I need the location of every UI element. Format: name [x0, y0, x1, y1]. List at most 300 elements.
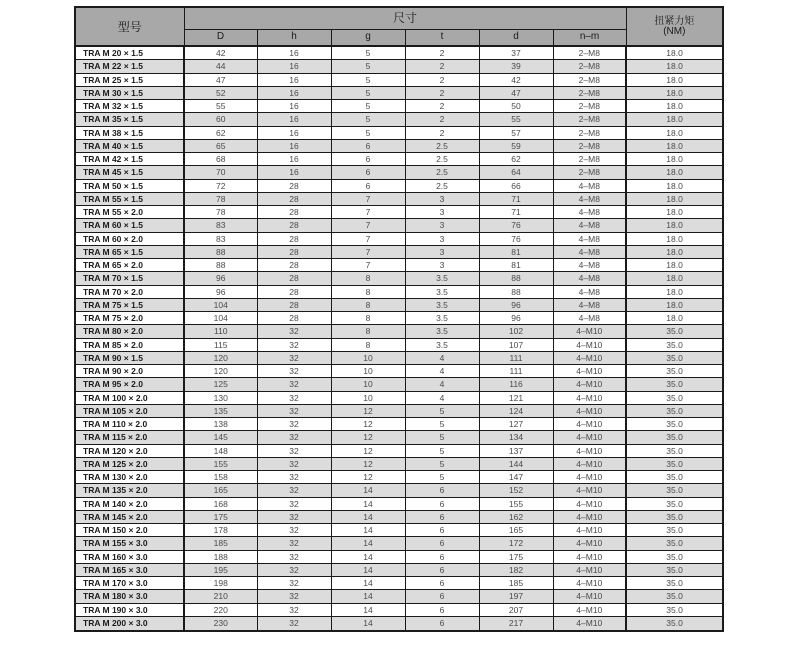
value-cell: 32 [257, 444, 331, 457]
value-cell: 32 [257, 351, 331, 364]
value-cell: 55 [479, 113, 553, 126]
value-cell: 188 [184, 550, 257, 563]
value-cell: 5 [331, 100, 405, 113]
value-cell: 4–M10 [553, 471, 626, 484]
table-row [75, 550, 723, 563]
model-cell: TRA M 155 × 3.0 [75, 537, 184, 550]
value-cell: 47 [184, 73, 257, 86]
torque-value-cell: 35.0 [626, 378, 723, 391]
value-cell: 44 [184, 60, 257, 73]
model-cell: TRA M 35 × 1.5 [75, 113, 184, 126]
value-cell: 148 [184, 444, 257, 457]
model-cell: TRA M 75 × 1.5 [75, 298, 184, 311]
value-cell: 32 [257, 550, 331, 563]
model-cell: TRA M 65 × 2.0 [75, 259, 184, 272]
model-cell: TRA M 55 × 2.0 [75, 206, 184, 219]
value-cell: 4–M10 [553, 603, 626, 616]
value-cell: 28 [257, 245, 331, 258]
value-cell: 6 [405, 577, 479, 590]
table-row [75, 298, 723, 311]
model-cell: TRA M 60 × 2.0 [75, 232, 184, 245]
table-row [75, 179, 723, 192]
value-cell: 4–M10 [553, 484, 626, 497]
value-cell: 96 [479, 312, 553, 325]
value-cell: 3 [405, 259, 479, 272]
table-row [75, 259, 723, 272]
value-cell: 16 [257, 113, 331, 126]
table-row [75, 100, 723, 113]
table-row [75, 206, 723, 219]
value-cell: 4–M8 [553, 206, 626, 219]
value-cell: 4–M10 [553, 616, 626, 631]
value-cell: 4–M10 [553, 550, 626, 563]
torque-value-cell: 35.0 [626, 444, 723, 457]
value-cell: 5 [405, 444, 479, 457]
value-cell: 6 [405, 484, 479, 497]
torque-value-cell: 35.0 [626, 391, 723, 404]
value-cell: 4–M8 [553, 179, 626, 192]
value-cell: 16 [257, 73, 331, 86]
torque-value-cell: 35.0 [626, 524, 723, 537]
table-row [75, 113, 723, 126]
value-cell: 155 [184, 457, 257, 470]
model-cell: TRA M 70 × 1.5 [75, 272, 184, 285]
value-cell: 3.5 [405, 325, 479, 338]
value-cell: 4–M10 [553, 418, 626, 431]
value-cell: 59 [479, 139, 553, 152]
table-row [75, 471, 723, 484]
value-cell: 10 [331, 351, 405, 364]
torque-value-cell: 35.0 [626, 537, 723, 550]
value-cell: 147 [479, 471, 553, 484]
torque-column-header [626, 7, 723, 46]
value-cell: 4–M10 [553, 444, 626, 457]
value-cell: 3.5 [405, 285, 479, 298]
value-cell: 4–M10 [553, 325, 626, 338]
value-cell: 2.5 [405, 153, 479, 166]
torque-value-cell: 18.0 [626, 139, 723, 152]
table-row [75, 616, 723, 631]
model-cell: TRA M 125 × 2.0 [75, 457, 184, 470]
value-cell: 4–M8 [553, 298, 626, 311]
value-cell: 3 [405, 206, 479, 219]
value-cell: 4–M10 [553, 577, 626, 590]
value-cell: 7 [331, 259, 405, 272]
value-cell: 71 [479, 206, 553, 219]
value-cell: 4 [405, 391, 479, 404]
value-cell: 39 [479, 60, 553, 73]
torque-value-cell: 18.0 [626, 206, 723, 219]
value-cell: 102 [479, 325, 553, 338]
value-cell: 14 [331, 577, 405, 590]
value-cell: 2–M8 [553, 126, 626, 139]
table-row [75, 312, 723, 325]
value-cell: 96 [479, 298, 553, 311]
model-cell: TRA M 120 × 2.0 [75, 444, 184, 457]
torque-value-cell: 18.0 [626, 73, 723, 86]
table-row [75, 590, 723, 603]
torque-value-cell: 35.0 [626, 365, 723, 378]
torque-value-cell: 18.0 [626, 113, 723, 126]
value-cell: 83 [184, 232, 257, 245]
value-cell: 120 [184, 351, 257, 364]
sub-header-n-m: n–m [553, 29, 626, 46]
value-cell: 2 [405, 60, 479, 73]
value-cell: 14 [331, 550, 405, 563]
value-cell: 28 [257, 259, 331, 272]
value-cell: 8 [331, 298, 405, 311]
value-cell: 2–M8 [553, 113, 626, 126]
model-cell: TRA M 95 × 2.0 [75, 378, 184, 391]
value-cell: 2–M8 [553, 153, 626, 166]
value-cell: 6 [405, 590, 479, 603]
value-cell: 7 [331, 192, 405, 205]
value-cell: 12 [331, 471, 405, 484]
table-row [75, 524, 723, 537]
value-cell: 5 [331, 46, 405, 60]
model-cell: TRA M 75 × 2.0 [75, 312, 184, 325]
value-cell: 88 [479, 272, 553, 285]
torque-value-cell: 18.0 [626, 192, 723, 205]
value-cell: 198 [184, 577, 257, 590]
value-cell: 4–M8 [553, 272, 626, 285]
torque-value-cell: 35.0 [626, 590, 723, 603]
torque-value-cell: 35.0 [626, 351, 723, 364]
torque-value-cell: 35.0 [626, 404, 723, 417]
value-cell: 32 [257, 577, 331, 590]
value-cell: 14 [331, 563, 405, 576]
sub-header-g: g [331, 29, 405, 46]
value-cell: 68 [184, 153, 257, 166]
value-cell: 3.5 [405, 312, 479, 325]
value-cell: 5 [331, 60, 405, 73]
value-cell: 2–M8 [553, 166, 626, 179]
torque-value-cell: 18.0 [626, 60, 723, 73]
value-cell: 135 [184, 404, 257, 417]
value-cell: 4–M8 [553, 285, 626, 298]
value-cell: 8 [331, 272, 405, 285]
model-cell: TRA M 60 × 1.5 [75, 219, 184, 232]
value-cell: 5 [331, 73, 405, 86]
value-cell: 28 [257, 312, 331, 325]
value-cell: 78 [184, 192, 257, 205]
model-cell: TRA M 160 × 3.0 [75, 550, 184, 563]
value-cell: 220 [184, 603, 257, 616]
value-cell: 28 [257, 298, 331, 311]
value-cell: 28 [257, 192, 331, 205]
value-cell: 3 [405, 192, 479, 205]
value-cell: 127 [479, 418, 553, 431]
value-cell: 72 [184, 179, 257, 192]
model-cell: TRA M 85 × 2.0 [75, 338, 184, 351]
value-cell: 197 [479, 590, 553, 603]
model-cell: TRA M 200 × 3.0 [75, 616, 184, 631]
table-row [75, 245, 723, 258]
value-cell: 165 [184, 484, 257, 497]
value-cell: 7 [331, 232, 405, 245]
value-cell: 28 [257, 285, 331, 298]
table-row [75, 457, 723, 470]
torque-value-cell: 35.0 [626, 457, 723, 470]
model-cell: TRA M 90 × 1.5 [75, 351, 184, 364]
value-cell: 2–M8 [553, 139, 626, 152]
value-cell: 55 [184, 100, 257, 113]
model-cell: TRA M 170 × 3.0 [75, 577, 184, 590]
value-cell: 60 [184, 113, 257, 126]
value-cell: 4–M8 [553, 312, 626, 325]
torque-value-cell: 18.0 [626, 46, 723, 60]
value-cell: 168 [184, 497, 257, 510]
value-cell: 32 [257, 524, 331, 537]
model-cell: TRA M 145 × 2.0 [75, 510, 184, 523]
value-cell: 6 [405, 510, 479, 523]
value-cell: 42 [479, 73, 553, 86]
torque-value-cell: 18.0 [626, 100, 723, 113]
table-header [75, 7, 723, 46]
value-cell: 32 [257, 431, 331, 444]
table-row [75, 60, 723, 73]
torque-value-cell: 18.0 [626, 166, 723, 179]
value-cell: 37 [479, 46, 553, 60]
value-cell: 28 [257, 179, 331, 192]
spec-table [74, 6, 724, 632]
value-cell: 32 [257, 616, 331, 631]
value-cell: 32 [257, 590, 331, 603]
model-cell: TRA M 55 × 1.5 [75, 192, 184, 205]
value-cell: 52 [184, 86, 257, 99]
value-cell: 12 [331, 457, 405, 470]
value-cell: 16 [257, 153, 331, 166]
header-row-1 [75, 7, 723, 29]
value-cell: 32 [257, 484, 331, 497]
value-cell: 3 [405, 232, 479, 245]
value-cell: 7 [331, 219, 405, 232]
model-cell: TRA M 90 × 2.0 [75, 365, 184, 378]
value-cell: 185 [479, 577, 553, 590]
value-cell: 3.5 [405, 338, 479, 351]
value-cell: 32 [257, 378, 331, 391]
value-cell: 96 [184, 272, 257, 285]
value-cell: 4–M8 [553, 192, 626, 205]
model-cell: TRA M 30 × 1.5 [75, 86, 184, 99]
value-cell: 14 [331, 537, 405, 550]
model-cell: TRA M 22 × 1.5 [75, 60, 184, 73]
value-cell: 6 [331, 179, 405, 192]
value-cell: 32 [257, 418, 331, 431]
value-cell: 6 [331, 139, 405, 152]
value-cell: 4 [405, 351, 479, 364]
table-row [75, 272, 723, 285]
table-row [75, 391, 723, 404]
model-cell: TRA M 150 × 2.0 [75, 524, 184, 537]
value-cell: 7 [331, 206, 405, 219]
value-cell: 8 [331, 325, 405, 338]
table-row [75, 510, 723, 523]
value-cell: 28 [257, 232, 331, 245]
torque-value-cell: 35.0 [626, 563, 723, 576]
model-cell: TRA M 100 × 2.0 [75, 391, 184, 404]
value-cell: 3.5 [405, 272, 479, 285]
value-cell: 10 [331, 378, 405, 391]
value-cell: 14 [331, 603, 405, 616]
table-row [75, 338, 723, 351]
torque-value-cell: 18.0 [626, 245, 723, 258]
value-cell: 32 [257, 325, 331, 338]
value-cell: 2 [405, 113, 479, 126]
value-cell: 12 [331, 404, 405, 417]
model-cell: TRA M 70 × 2.0 [75, 285, 184, 298]
torque-value-cell: 18.0 [626, 232, 723, 245]
torque-value-cell: 35.0 [626, 484, 723, 497]
value-cell: 5 [405, 404, 479, 417]
torque-value-cell: 35.0 [626, 497, 723, 510]
value-cell: 155 [479, 497, 553, 510]
value-cell: 2.5 [405, 179, 479, 192]
table-row [75, 73, 723, 86]
value-cell: 14 [331, 616, 405, 631]
torque-value-cell: 18.0 [626, 153, 723, 166]
value-cell: 130 [184, 391, 257, 404]
value-cell: 8 [331, 312, 405, 325]
table-row [75, 325, 723, 338]
table-row [75, 418, 723, 431]
value-cell: 5 [331, 126, 405, 139]
value-cell: 120 [184, 365, 257, 378]
value-cell: 5 [405, 471, 479, 484]
value-cell: 4–M10 [553, 524, 626, 537]
value-cell: 4–M8 [553, 259, 626, 272]
value-cell: 4–M10 [553, 590, 626, 603]
value-cell: 16 [257, 60, 331, 73]
model-cell: TRA M 130 × 2.0 [75, 471, 184, 484]
table-row [75, 563, 723, 576]
torque-value-cell: 18.0 [626, 285, 723, 298]
table-row [75, 285, 723, 298]
value-cell: 2–M8 [553, 86, 626, 99]
model-cell: TRA M 140 × 2.0 [75, 497, 184, 510]
value-cell: 4–M8 [553, 245, 626, 258]
value-cell: 4–M10 [553, 457, 626, 470]
value-cell: 14 [331, 510, 405, 523]
table-row [75, 603, 723, 616]
value-cell: 2–M8 [553, 73, 626, 86]
value-cell: 32 [257, 510, 331, 523]
model-cell: TRA M 135 × 2.0 [75, 484, 184, 497]
value-cell: 32 [257, 404, 331, 417]
table-row [75, 232, 723, 245]
model-cell: TRA M 38 × 1.5 [75, 126, 184, 139]
value-cell: 4–M10 [553, 510, 626, 523]
value-cell: 5 [405, 457, 479, 470]
value-cell: 2 [405, 73, 479, 86]
value-cell: 83 [184, 219, 257, 232]
table-row [75, 537, 723, 550]
torque-value-cell: 35.0 [626, 471, 723, 484]
value-cell: 5 [331, 113, 405, 126]
value-cell: 57 [479, 126, 553, 139]
value-cell: 10 [331, 365, 405, 378]
value-cell: 4–M8 [553, 232, 626, 245]
model-cell: TRA M 105 × 2.0 [75, 404, 184, 417]
value-cell: 137 [479, 444, 553, 457]
value-cell: 16 [257, 166, 331, 179]
value-cell: 50 [479, 100, 553, 113]
value-cell: 81 [479, 259, 553, 272]
value-cell: 5 [331, 86, 405, 99]
value-cell: 6 [405, 603, 479, 616]
model-cell: TRA M 32 × 1.5 [75, 100, 184, 113]
value-cell: 165 [479, 524, 553, 537]
value-cell: 111 [479, 351, 553, 364]
table-row [75, 404, 723, 417]
value-cell: 62 [184, 126, 257, 139]
value-cell: 3 [405, 219, 479, 232]
value-cell: 178 [184, 524, 257, 537]
value-cell: 96 [184, 285, 257, 298]
torque-value-cell: 35.0 [626, 338, 723, 351]
value-cell: 115 [184, 338, 257, 351]
value-cell: 2 [405, 86, 479, 99]
torque-value-cell: 35.0 [626, 510, 723, 523]
value-cell: 107 [479, 338, 553, 351]
value-cell: 6 [331, 166, 405, 179]
table-row [75, 577, 723, 590]
torque-header-line1: 扭紧力矩 [654, 15, 695, 27]
value-cell: 175 [184, 510, 257, 523]
table-row [75, 351, 723, 364]
value-cell: 28 [257, 206, 331, 219]
value-cell: 4–M10 [553, 365, 626, 378]
size-group-header: 尺寸 [184, 7, 626, 29]
value-cell: 28 [257, 219, 331, 232]
table-row [75, 219, 723, 232]
value-cell: 4–M10 [553, 378, 626, 391]
value-cell: 4–M10 [553, 338, 626, 351]
torque-value-cell: 35.0 [626, 431, 723, 444]
value-cell: 32 [257, 563, 331, 576]
sub-header-h: h [257, 29, 331, 46]
table-row [75, 484, 723, 497]
torque-value-cell: 18.0 [626, 298, 723, 311]
value-cell: 230 [184, 616, 257, 631]
model-cell: TRA M 110 × 2.0 [75, 418, 184, 431]
value-cell: 158 [184, 471, 257, 484]
model-cell: TRA M 40 × 1.5 [75, 139, 184, 152]
value-cell: 162 [479, 510, 553, 523]
value-cell: 32 [257, 497, 331, 510]
value-cell: 2.5 [405, 166, 479, 179]
value-cell: 185 [184, 537, 257, 550]
torque-value-cell: 35.0 [626, 616, 723, 631]
model-cell: TRA M 165 × 3.0 [75, 563, 184, 576]
value-cell: 2 [405, 100, 479, 113]
value-cell: 64 [479, 166, 553, 179]
model-cell: TRA M 180 × 3.0 [75, 590, 184, 603]
value-cell: 2–M8 [553, 46, 626, 60]
value-cell: 78 [184, 206, 257, 219]
model-cell: TRA M 50 × 1.5 [75, 179, 184, 192]
value-cell: 28 [257, 272, 331, 285]
value-cell: 2–M8 [553, 100, 626, 113]
table-row [75, 139, 723, 152]
torque-value-cell: 18.0 [626, 126, 723, 139]
value-cell: 8 [331, 285, 405, 298]
value-cell: 4 [405, 378, 479, 391]
model-cell: TRA M 190 × 3.0 [75, 603, 184, 616]
value-cell: 6 [405, 563, 479, 576]
value-cell: 4 [405, 365, 479, 378]
value-cell: 12 [331, 418, 405, 431]
